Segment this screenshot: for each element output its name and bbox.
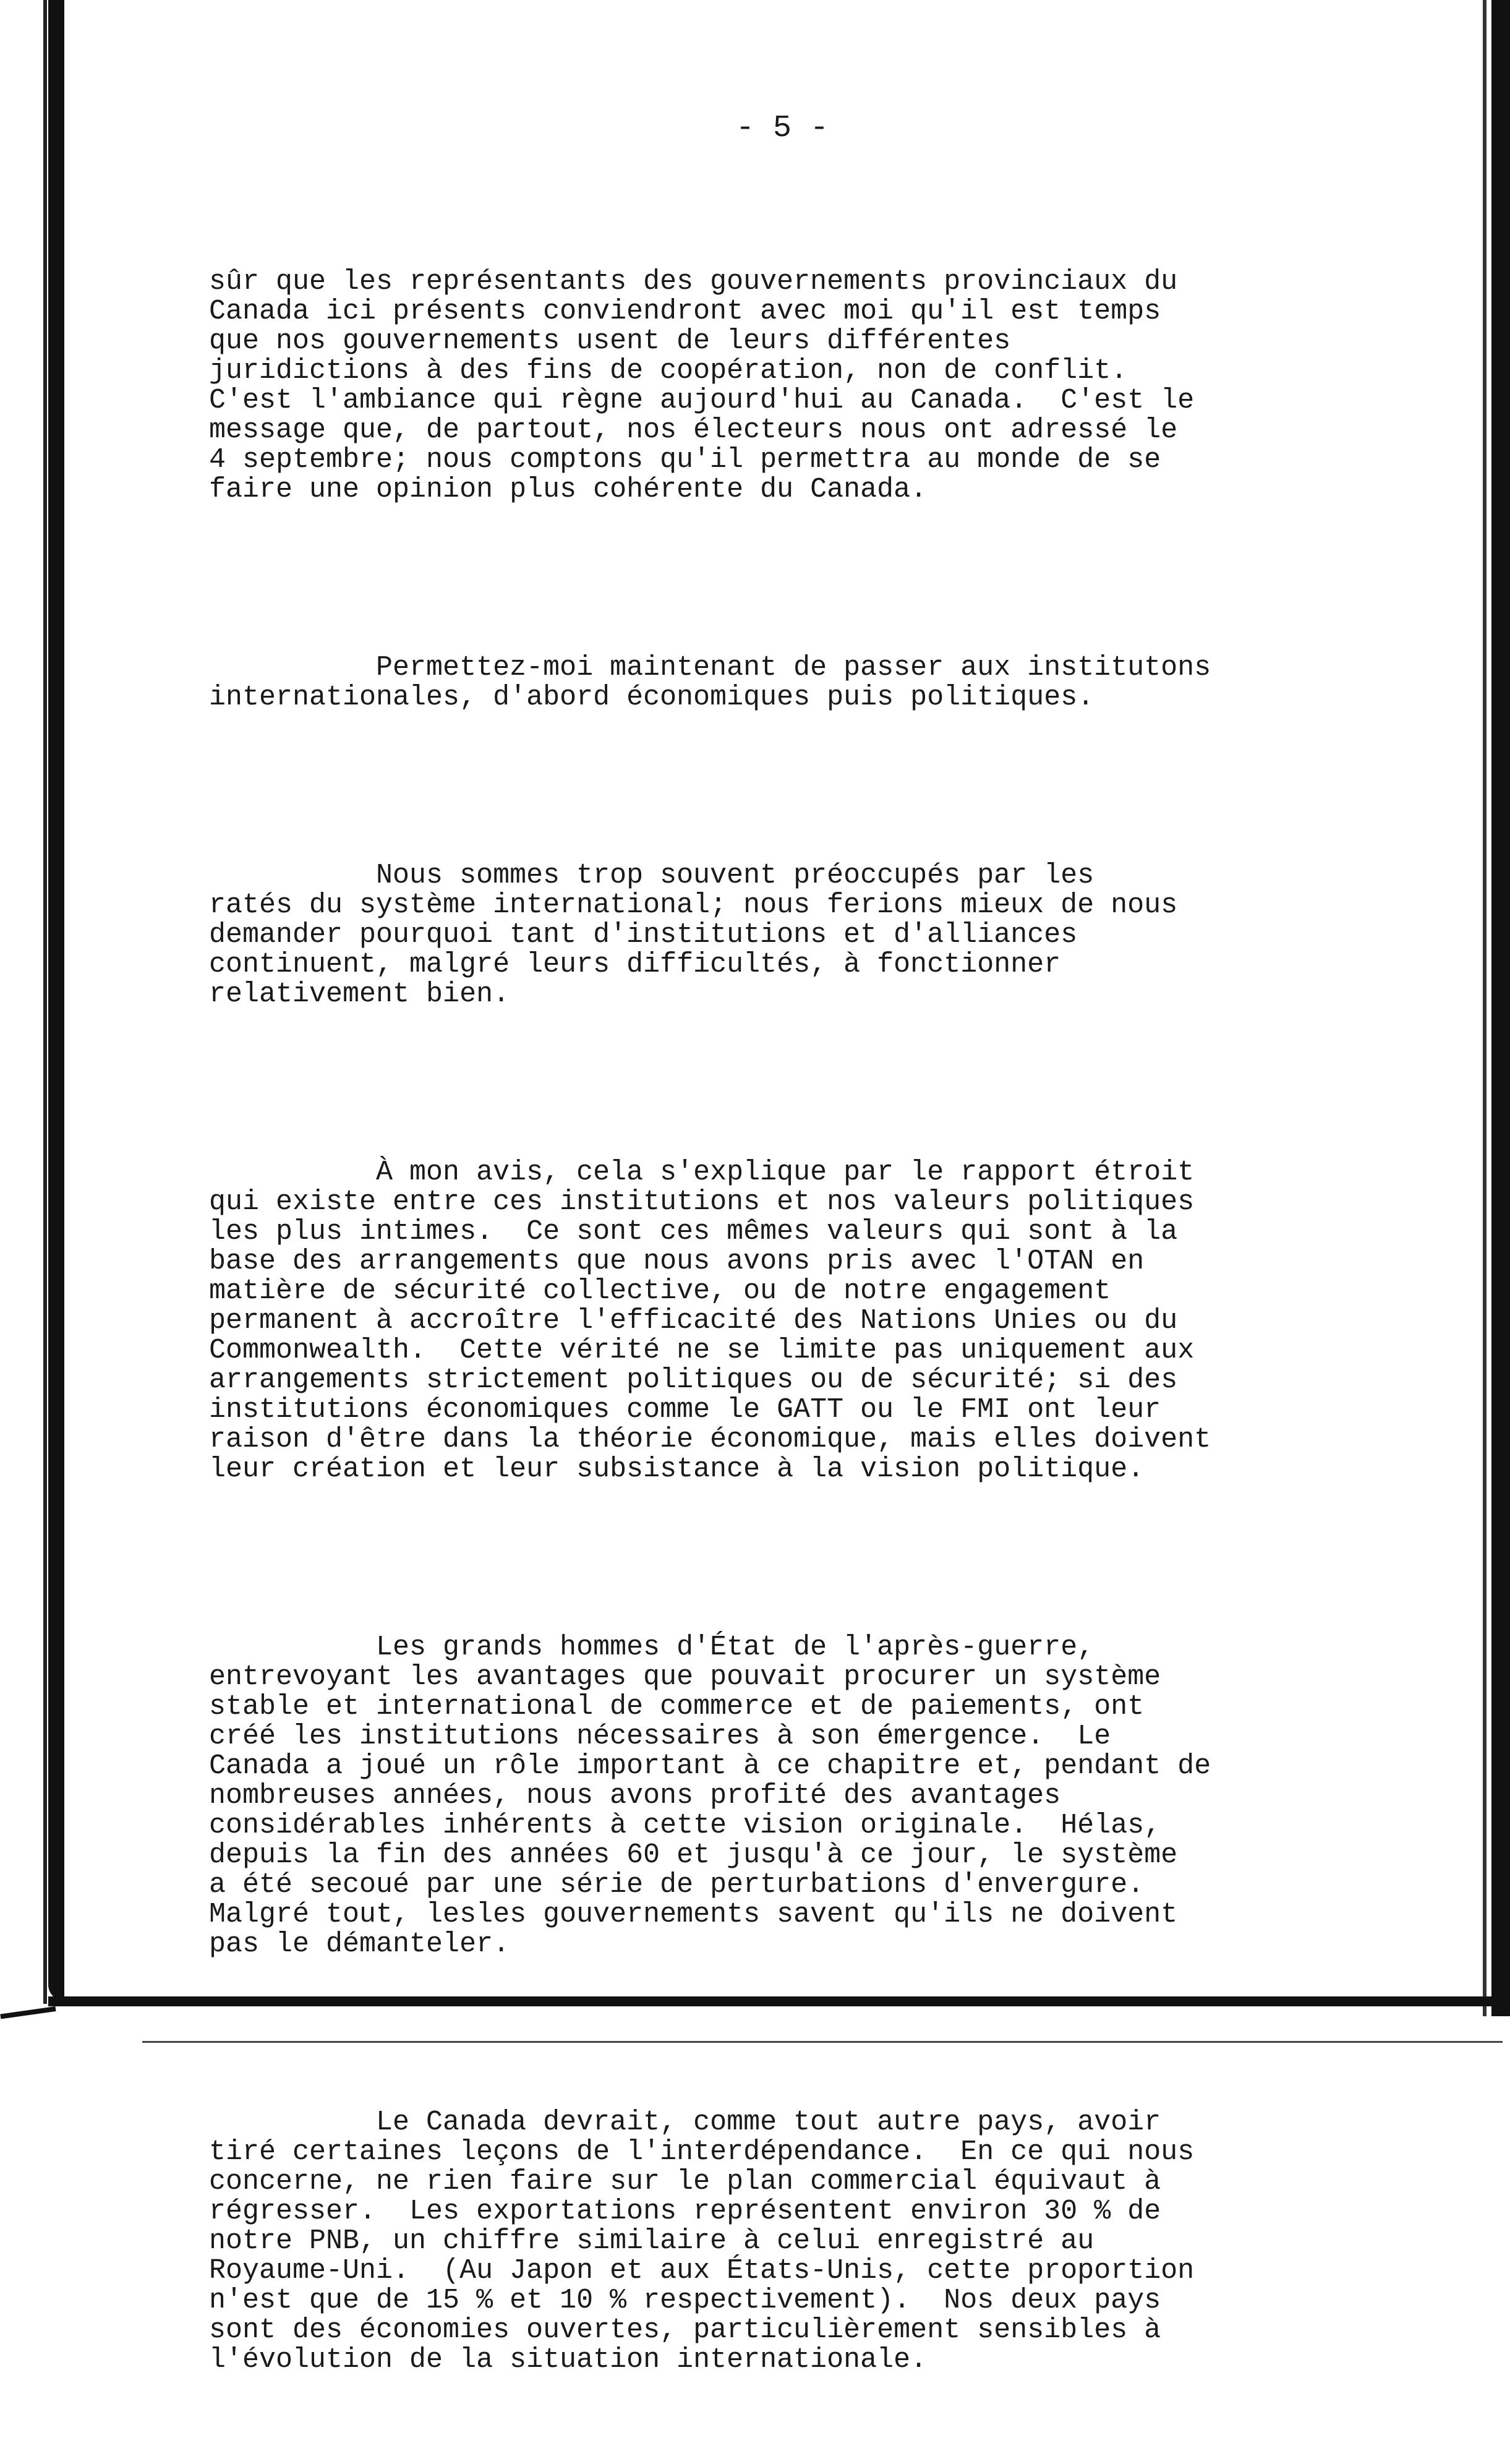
text-line: À mon avis, cela s'explique par le rapport étroit: [209, 1157, 1195, 1188]
text-line: Royaume-Uni. (Au Japon et aux États-Unis, cette proportion: [209, 2255, 1195, 2286]
paragraph-2: [209, 594, 1341, 772]
text-line: que nos gouvernements usent de leurs différentes: [209, 325, 1011, 357]
text-line: les plus intimes. Ce sont ces mêmes valeurs qui sont à la: [209, 1216, 1178, 1247]
text-line: Canada ici présents conviendront avec moi qu'il est temps: [209, 296, 1161, 327]
document-body: [209, 208, 1341, 2464]
scan-border-left: [48, 0, 64, 2001]
text-line: pas le démanteler.: [209, 1928, 510, 1960]
text-line: créé les institutions nécessaires à son émergence. Le: [209, 1721, 1111, 1752]
text-line: C'est l'ambiance qui règne aujourd'hui au Canada. C'est le: [209, 385, 1195, 416]
text-line: sont des économies ouvertes, particulièrement sensibles à: [209, 2314, 1161, 2346]
page-number: - 5 -: [736, 111, 829, 146]
paragraph-3: [209, 802, 1341, 1069]
text-line: Commonwealth. Cette vérité ne se limite pas uniquement aux: [209, 1335, 1195, 1366]
text-line: institutions économiques comme le GATT ou le FMI ont leur: [209, 1394, 1161, 1426]
text-line: Le Canada devrait, comme tout autre pays, avoir: [209, 2107, 1161, 2138]
text-line: ratés du système international; nous ferions mieux de nous: [209, 889, 1178, 921]
text-line: message que, de partout, nos électeurs nous ont adressé le: [209, 414, 1178, 446]
text-line: régresser. Les exportations représentent environ 30 % de: [209, 2196, 1161, 2227]
text-line: qui existe entre ces institutions et nos valeurs politiques: [209, 1186, 1195, 1218]
text-line: raison d'être dans la théorie économique, mais elles doivent: [209, 1424, 1211, 1455]
text-line: l'évolution de la situation internationale.: [209, 2344, 928, 2376]
text-line: entrevoyant les avantages que pouvait procurer un système: [209, 1661, 1161, 1693]
text-line: 4 septembre; nous comptons qu'il permettra au monde de se: [209, 444, 1161, 476]
scan-border-right: [1491, 0, 1510, 2016]
text-line: tiré certaines leçons de l'interdépendance. En ce qui nous: [209, 2136, 1195, 2168]
text-line: base des arrangements que nous avons pris avec l'OTAN en: [209, 1246, 1145, 1277]
text-line: stable et international de commerce et de paiements, ont: [209, 1691, 1145, 1722]
scan-border-left-thin: [43, 0, 47, 2004]
text-line: matière de sécurité collective, ou de notre engagement: [209, 1275, 1111, 1307]
text-line: n'est que de 15 % et 10 % respectivement). Nos deux pays: [209, 2285, 1161, 2316]
paragraph-1: [209, 208, 1341, 564]
text-line: sûr que les représentants des gouvernements provinciaux du: [209, 266, 1178, 297]
text-line: Permettez-moi maintenant de passer aux institutons: [209, 652, 1211, 683]
text-line: Nous sommes trop souvent préoccupés par les: [209, 860, 1094, 891]
text-line: internationales, d'abord économiques puis politiques.: [209, 682, 1094, 713]
text-line: continuent, malgré leurs difficultés, à fonctionner: [209, 949, 1061, 980]
text-line: concerne, ne rien faire sur le plan commercial équivaut à: [209, 2166, 1161, 2197]
text-line: depuis la fin des années 60 et jusqu'à ce jour, le système: [209, 1839, 1178, 1871]
scan-border-right-thin: [1483, 0, 1487, 2016]
paragraph-5: [209, 1573, 1341, 2019]
text-line: juridictions à des fins de coopération, non de conflit.: [209, 355, 1128, 387]
scan-corner-mark: [0, 2006, 56, 2019]
text-line: permanent à accroître l'efficacité des Nations Unies ou du: [209, 1305, 1178, 1337]
text-line: faire une opinion plus cohérente du Canada.: [209, 474, 928, 505]
text-line: Malgré tout, lesles gouvernements savent qu'ils ne doivent: [209, 1899, 1178, 1930]
text-line: Canada a joué un rôle important à ce chapitre et, pendant de: [209, 1750, 1211, 1782]
text-line: arrangements strictement politiques ou de sécurité; si des: [209, 1364, 1178, 1396]
text-line: notre PNB, un chiffre similaire à celui enregistré au: [209, 2225, 1094, 2257]
text-line: Les grands hommes d'État de l'après-guerre,: [209, 1632, 1094, 1663]
paragraph-4: [209, 1098, 1341, 1544]
paragraph-6: [209, 2048, 1341, 2434]
text-line: nombreuses années, nous avons profité des avantages: [209, 1780, 1061, 1812]
text-line: leur création et leur subsistance à la vision politique.: [209, 1453, 1145, 1485]
text-line: relativement bien.: [209, 978, 510, 1010]
text-line: demander pourquoi tant d'institutions et d'alliances: [209, 919, 1078, 951]
text-line: considérables inhérents à cette vision originale. Hélas,: [209, 1810, 1161, 1841]
text-line: a été secoué par une série de perturbations d'envergure.: [209, 1869, 1145, 1901]
